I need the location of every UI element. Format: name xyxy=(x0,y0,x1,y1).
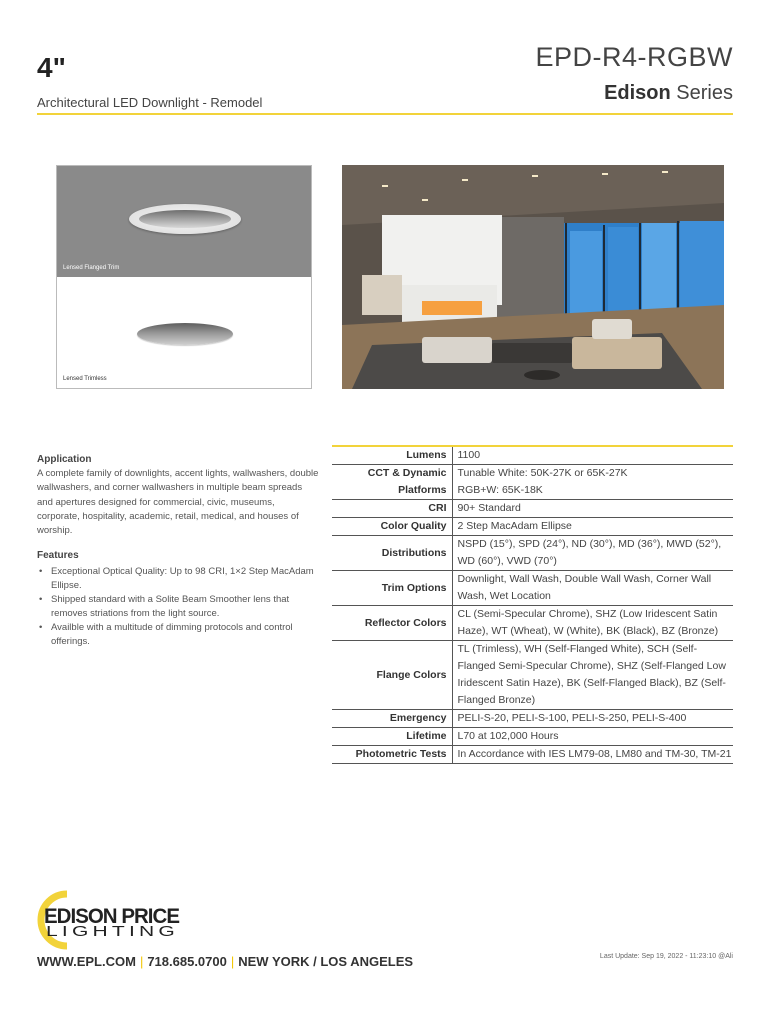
features-list xyxy=(37,565,319,649)
spec-row-distributions xyxy=(332,536,733,571)
lounge-illustration xyxy=(342,165,724,389)
feature-item: • Exceptional Optical Quality: Up to 98 CRI, 1×2 Step MacAdam Ellipse. xyxy=(37,565,319,593)
spec-row-lifetime xyxy=(332,728,733,746)
features-heading: Features xyxy=(37,550,79,561)
trimless-label: Lensed Trimless xyxy=(63,376,107,382)
spec-label: Reflector Colors xyxy=(332,606,452,641)
spec-table xyxy=(332,445,733,764)
trimless-aperture xyxy=(137,323,233,345)
spec-row-color-quality xyxy=(332,518,733,536)
spec-label: Lumens xyxy=(332,447,452,465)
spec-label: Lifetime xyxy=(332,728,452,746)
spec-row-cri xyxy=(332,500,733,518)
installation-photo xyxy=(342,165,724,389)
contact-separator: | xyxy=(139,954,144,969)
spec-value: Tunable White: 50K-27K or 65K-27K RGB+W: 65K-18K xyxy=(452,465,733,500)
logo-wordmark: EDISON PRICE xyxy=(44,905,180,928)
spec-row-lumens xyxy=(332,447,733,465)
spec-label: CRI xyxy=(332,500,452,518)
series-word: Series xyxy=(676,82,733,104)
spec-row-cct xyxy=(332,465,733,500)
trimless-image xyxy=(57,277,311,388)
spec-value: 1100 xyxy=(452,447,733,465)
contact-separator: | xyxy=(230,954,235,969)
spec-value: Downlight, Wall Wash, Double Wall Wash, Corner Wall Wash, Wet Location xyxy=(452,571,733,606)
spec-label: Emergency xyxy=(332,710,452,728)
spec-value: TL (Trimless), WH (Self-Flanged White), SCH (Self-Flanged Semi-Specular Chrome), SHZ (Self-Flanged Low Iridescent Satin Haze), BK (Self-Flanged Black), BZ (Self-Flanged Bronze) xyxy=(452,641,733,710)
header-divider xyxy=(37,113,733,115)
series-name: Edison xyxy=(604,82,671,104)
spec-label: Distributions xyxy=(332,536,452,571)
flanged-trim-label: Lensed Flanged Trim xyxy=(63,265,120,271)
spec-row-flange-colors xyxy=(332,641,733,710)
application-heading: Application xyxy=(37,454,92,465)
office-locations: NEW YORK / LOS ANGELES xyxy=(238,954,414,969)
feature-item: • Shipped standard with a Solite Beam Smoother lens that removes striations from the light source. xyxy=(37,593,319,621)
contact-line xyxy=(37,954,413,969)
series-title xyxy=(604,82,733,105)
flanged-trim-aperture xyxy=(139,210,231,228)
feature-item: • Availble with a multitude of dimming protocols and control offerings. xyxy=(37,621,319,649)
trim-images-panel xyxy=(56,165,312,389)
website-link[interactable]: WWW.EPL.COM xyxy=(37,954,136,969)
logo-wordmark-sub: LIGHTING xyxy=(46,923,179,940)
spec-row-emergency xyxy=(332,710,733,728)
spec-value: 2 Step MacAdam Ellipse xyxy=(452,518,733,536)
spec-value: 90+ Standard xyxy=(452,500,733,518)
spec-row-photometric-tests xyxy=(332,746,733,764)
spec-value: L70 at 102,000 Hours xyxy=(452,728,733,746)
spec-label: Color Quality xyxy=(332,518,452,536)
product-subtitle: Architectural LED Downlight - Remodel xyxy=(37,95,263,110)
model-number: EPD-R4-RGBW xyxy=(535,42,733,72)
spec-value: PELI-S-20, PELI-S-100, PELI-S-250, PELI-S-400 xyxy=(452,710,733,728)
product-size: 4" xyxy=(37,52,66,83)
spec-value: CL (Semi-Specular Chrome), SHZ (Low Iridescent Satin Haze), WT (Wheat), W (White), BK (Black), BZ (Bronze) xyxy=(452,606,733,641)
application-text: A complete family of downlights, accent lights, wallwashers, double wallwashers, and corner wallwashers in multiple beam spreads and apertures designed for commercial, civic, museums, corporate, hospitality, academic, retail, medical, and houses of worship. xyxy=(37,468,319,537)
edison-price-logo xyxy=(37,890,197,950)
phone-number[interactable]: 718.685.0700 xyxy=(147,954,227,969)
spec-row-trim-options xyxy=(332,571,733,606)
spec-label: Trim Options xyxy=(332,571,452,606)
last-update-stamp: Last Update: Sep 19, 2022 - 11:23:10 @Ali xyxy=(599,953,733,960)
spec-label: Photometric Tests xyxy=(332,746,452,764)
flanged-trim-ring xyxy=(129,204,241,234)
spec-row-reflector-colors xyxy=(332,606,733,641)
flanged-trim-image xyxy=(57,166,311,277)
spec-label: CCT & Dynamic Platforms xyxy=(332,465,452,500)
spec-value: In Accordance with IES LM79-08, LM80 and TM-30, TM-21 xyxy=(452,746,733,764)
spec-value: NSPD (15°), SPD (24°), ND (30°), MD (36°), MWD (52°), WD (60°), VWD (70°) xyxy=(452,536,733,571)
spec-label: Flange Colors xyxy=(332,641,452,710)
